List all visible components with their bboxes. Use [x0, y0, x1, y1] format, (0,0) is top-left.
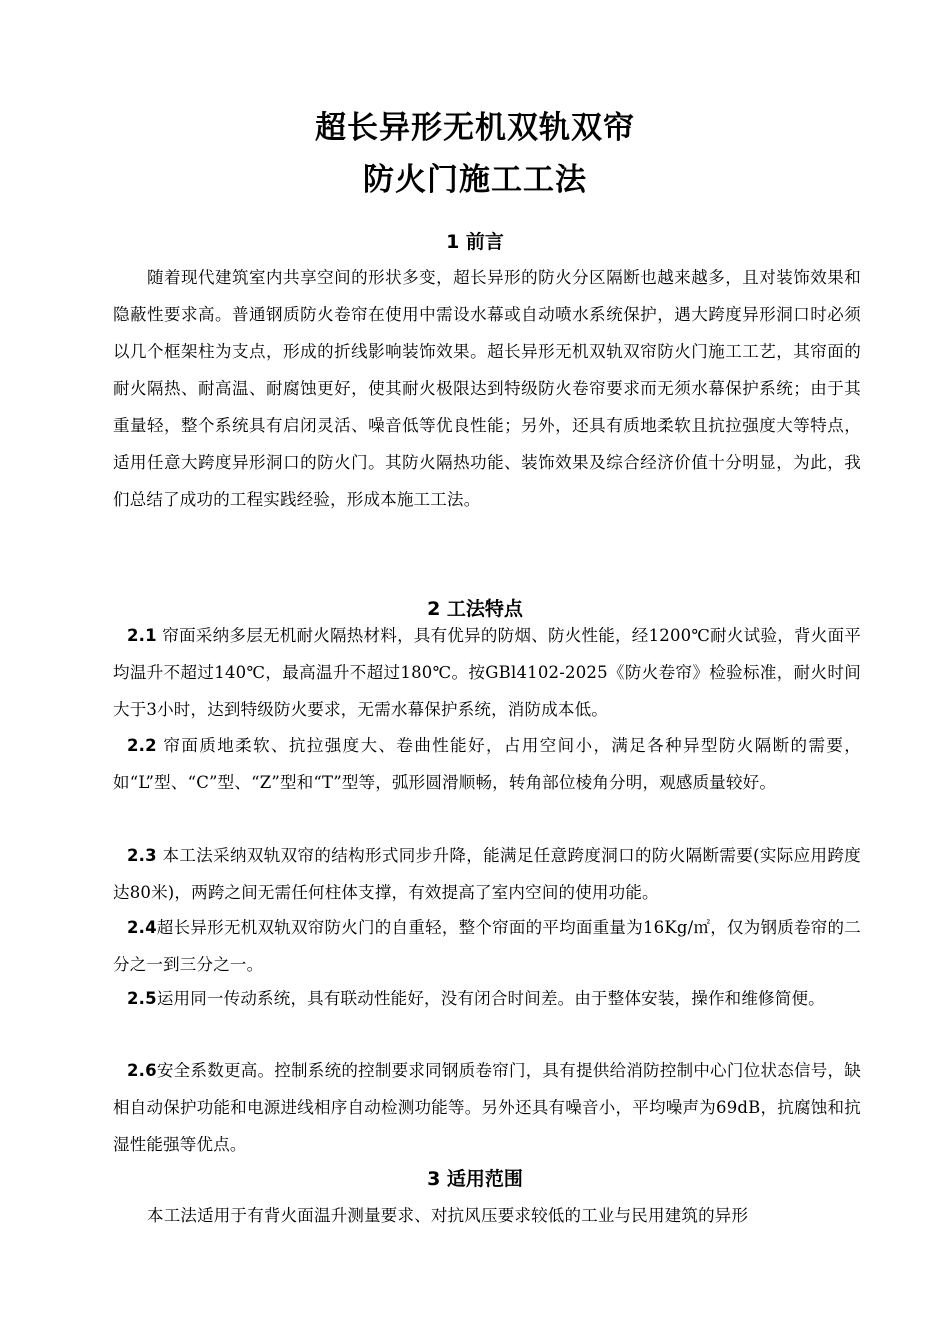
- feature-item: [113, 727, 861, 801]
- preface-paragraph: 随着现代建筑室内共享空间的形状多变，超长异形的防火分区隔断也越来越多，且对装饰效果和隐蔽性要求高。普通钢质防火卷帘在使用中需设水幕或自动喷水系统保护，遇大跨度异形洞口时必须以几个框架柱为支点，形成的折线影响装饰效果。超长异形无机双轨双帘防火门施工工艺，其帘面的耐火隔热、耐高温、耐腐蚀更好，使其耐火极限达到特级防火卷帘要求而无须水幕保护系统；由于其重量轻，整个系统具有启闭灵活、噪音低等优良性能；另外，还具有质地柔软且抗拉强度大等特点，适用任意大跨度异形洞口的防火门。其防火隔热功能、装饰效果及综合经济价值十分明显，为此，我们总结了成功的工程实践经验，形成本施工工法。: [113, 268, 861, 509]
- feature-item-text: 超长异形无机双轨双帘防火门的自重轻，整个帘面的平均面重量为16Kg/㎡，仅为钢质卷帘的二分之一到三分之一。: [113, 918, 861, 974]
- feature-item: [113, 837, 861, 911]
- feature-item: [113, 617, 861, 728]
- section-heading-features: 2 工法特点: [427, 598, 523, 620]
- feature-item-text: 运用同一传动系统，具有联动性能好，没有闭合时间差。由于整体安装，操作和维修简便。: [156, 989, 825, 1008]
- feature-item-number: 2.3: [127, 846, 157, 865]
- feature-item-text: 本工法采纳双轨双帘的结构形式同步升降，能满足任意跨度洞口的防火隔断需要(实际应用跨度达80米)，两跨之间无需任何柱体支撑，有效提高了室内空间的使用功能。: [113, 846, 861, 902]
- feature-item-text: 安全系数更高。控制系统的控制要求同钢质卷帘门，具有提供给消防控制中心门位状态信号，缺相自动保护功能和电源进线相序自动检测功能等。另外还具有噪音小，平均噪声为69dB，抗腐蚀和抗湿性能强等优点。: [113, 1061, 861, 1154]
- feature-item-number: 2.6: [127, 1061, 157, 1080]
- section-heading-preface: 1 前言: [446, 231, 504, 253]
- feature-item-number: 2.4: [127, 918, 157, 937]
- feature-item-text: 帘面质地柔软、抗拉强度大、卷曲性能好，占用空间小，满足各种异型防火隔断的需要，如“L”型、“C”型、“Z”型和“T”型等，弧形圆滑顺畅，转角部位棱角分明，观感质量较好。: [113, 736, 861, 792]
- feature-item: [113, 909, 861, 983]
- section-heading-scope: 3 适用范围: [427, 1168, 523, 1190]
- feature-item-number: 2.2: [127, 736, 157, 755]
- feature-item-text: 帘面采纳多层无机耐火隔热材料，具有优异的防烟、防火性能，经1200℃耐火试验，背火面平均温升不超过140℃，最高温升不超过180℃。按GBl4102-2025《防火卷帘》检验标准，耐火时间大于3小时，达到特级防火要求，无需水幕保护系统，消防成本低。: [113, 626, 861, 719]
- feature-item: [113, 1052, 861, 1163]
- document-title-line1: 超长异形无机双轨双帘: [315, 110, 635, 146]
- feature-item: [113, 980, 861, 1017]
- scope-paragraph: 本工法适用于有背火面温升测量要求、对抗风压要求较低的工业与民用建筑的异形: [147, 1206, 749, 1225]
- document-title-line2: 防火门施工工法: [363, 162, 587, 198]
- feature-item-number: 2.1: [127, 626, 157, 645]
- feature-item-number: 2.5: [127, 989, 157, 1008]
